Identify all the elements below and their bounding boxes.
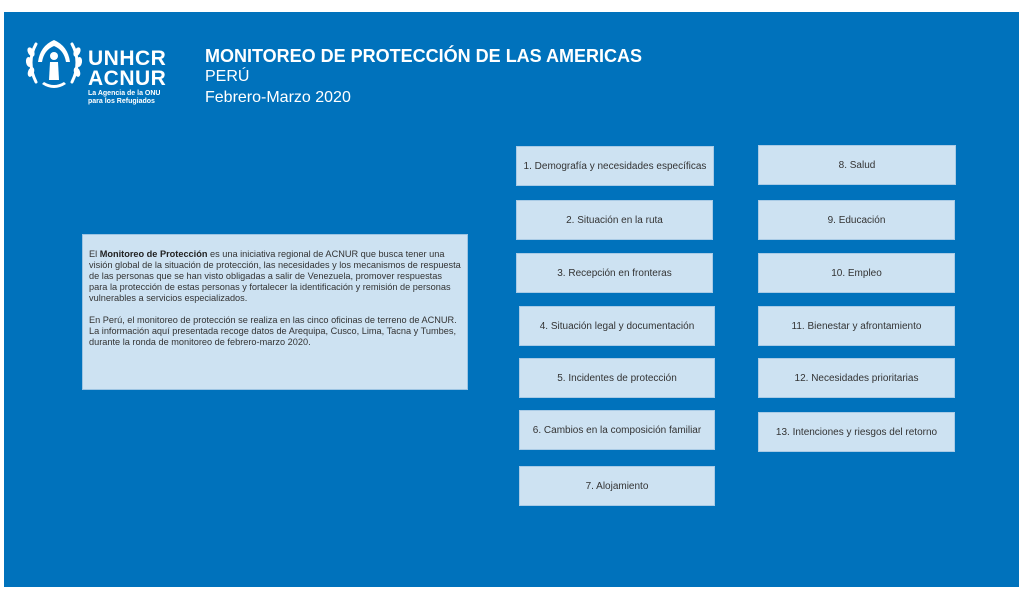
logo-tagline-1: La Agencia de la ONU [88,90,161,97]
country-label: PERÚ [205,68,250,85]
section-button-11[interactable]: 11. Bienestar y afrontamiento [758,306,955,346]
logo-acnur-text: ACNUR [88,67,167,90]
logo-tagline-2: para los Refugiados [88,98,155,105]
intro-rest: es una iniciativa regional de ACNUR que busca tener una visión global de la situación de protección, las necesidades y los mecanismos de respuesta de las personas que se han visto obligadas a salir de Venezuela, promover respuestas para la protección de estas personas y fortalecer la identificación y remisión de personas vulnerables a servicios especializados. [89,249,461,303]
page-title: MONITOREO DE PROTECCIÓN DE LAS AMERICAS [205,46,643,66]
section-button-13[interactable]: 13. Intenciones y riesgos del retorno [758,412,955,452]
section-button-10[interactable]: 10. Empleo [758,253,955,293]
unhcr-logo [22,32,182,112]
intro-text-box [82,234,468,390]
section-button-8[interactable]: 8. Salud [758,145,956,185]
section-button-6[interactable]: 6. Cambios en la composición familiar [519,410,715,450]
unhcr-emblem-icon [22,32,86,96]
section-button-9[interactable]: 9. Educación [758,200,955,240]
section-button-1[interactable]: 1. Demografía y necesidades específicas [516,146,714,186]
period-label: Febrero-Marzo 2020 [205,89,351,106]
intro-paragraph-1 [89,249,462,304]
section-button-12[interactable]: 12. Necesidades prioritarias [758,358,955,398]
intro-bold-term: Monitoreo de Protección [99,249,208,259]
logo-unhcr-text: UNHCR [88,47,167,70]
intro-paragraph-2: En Perú, el monitoreo de protección se realiza en las cinco oficinas de terreno de ACNUR. La información aquí presentada recoge datos de Arequipa, Cusco, Lima, Tacna y Tumbes, durante la ronda de monitoreo de febrero-marzo 2020. [89,315,457,347]
section-button-7[interactable]: 7. Alojamiento [519,466,715,506]
section-button-2[interactable]: 2. Situación en la ruta [516,200,713,240]
section-button-3[interactable]: 3. Recepción en fronteras [516,253,713,293]
section-button-5[interactable]: 5. Incidentes de protección [519,358,715,398]
section-button-4[interactable]: 4. Situación legal y documentación [519,306,715,346]
dashboard-canvas [4,12,1019,587]
intro-lead: El [89,249,100,259]
